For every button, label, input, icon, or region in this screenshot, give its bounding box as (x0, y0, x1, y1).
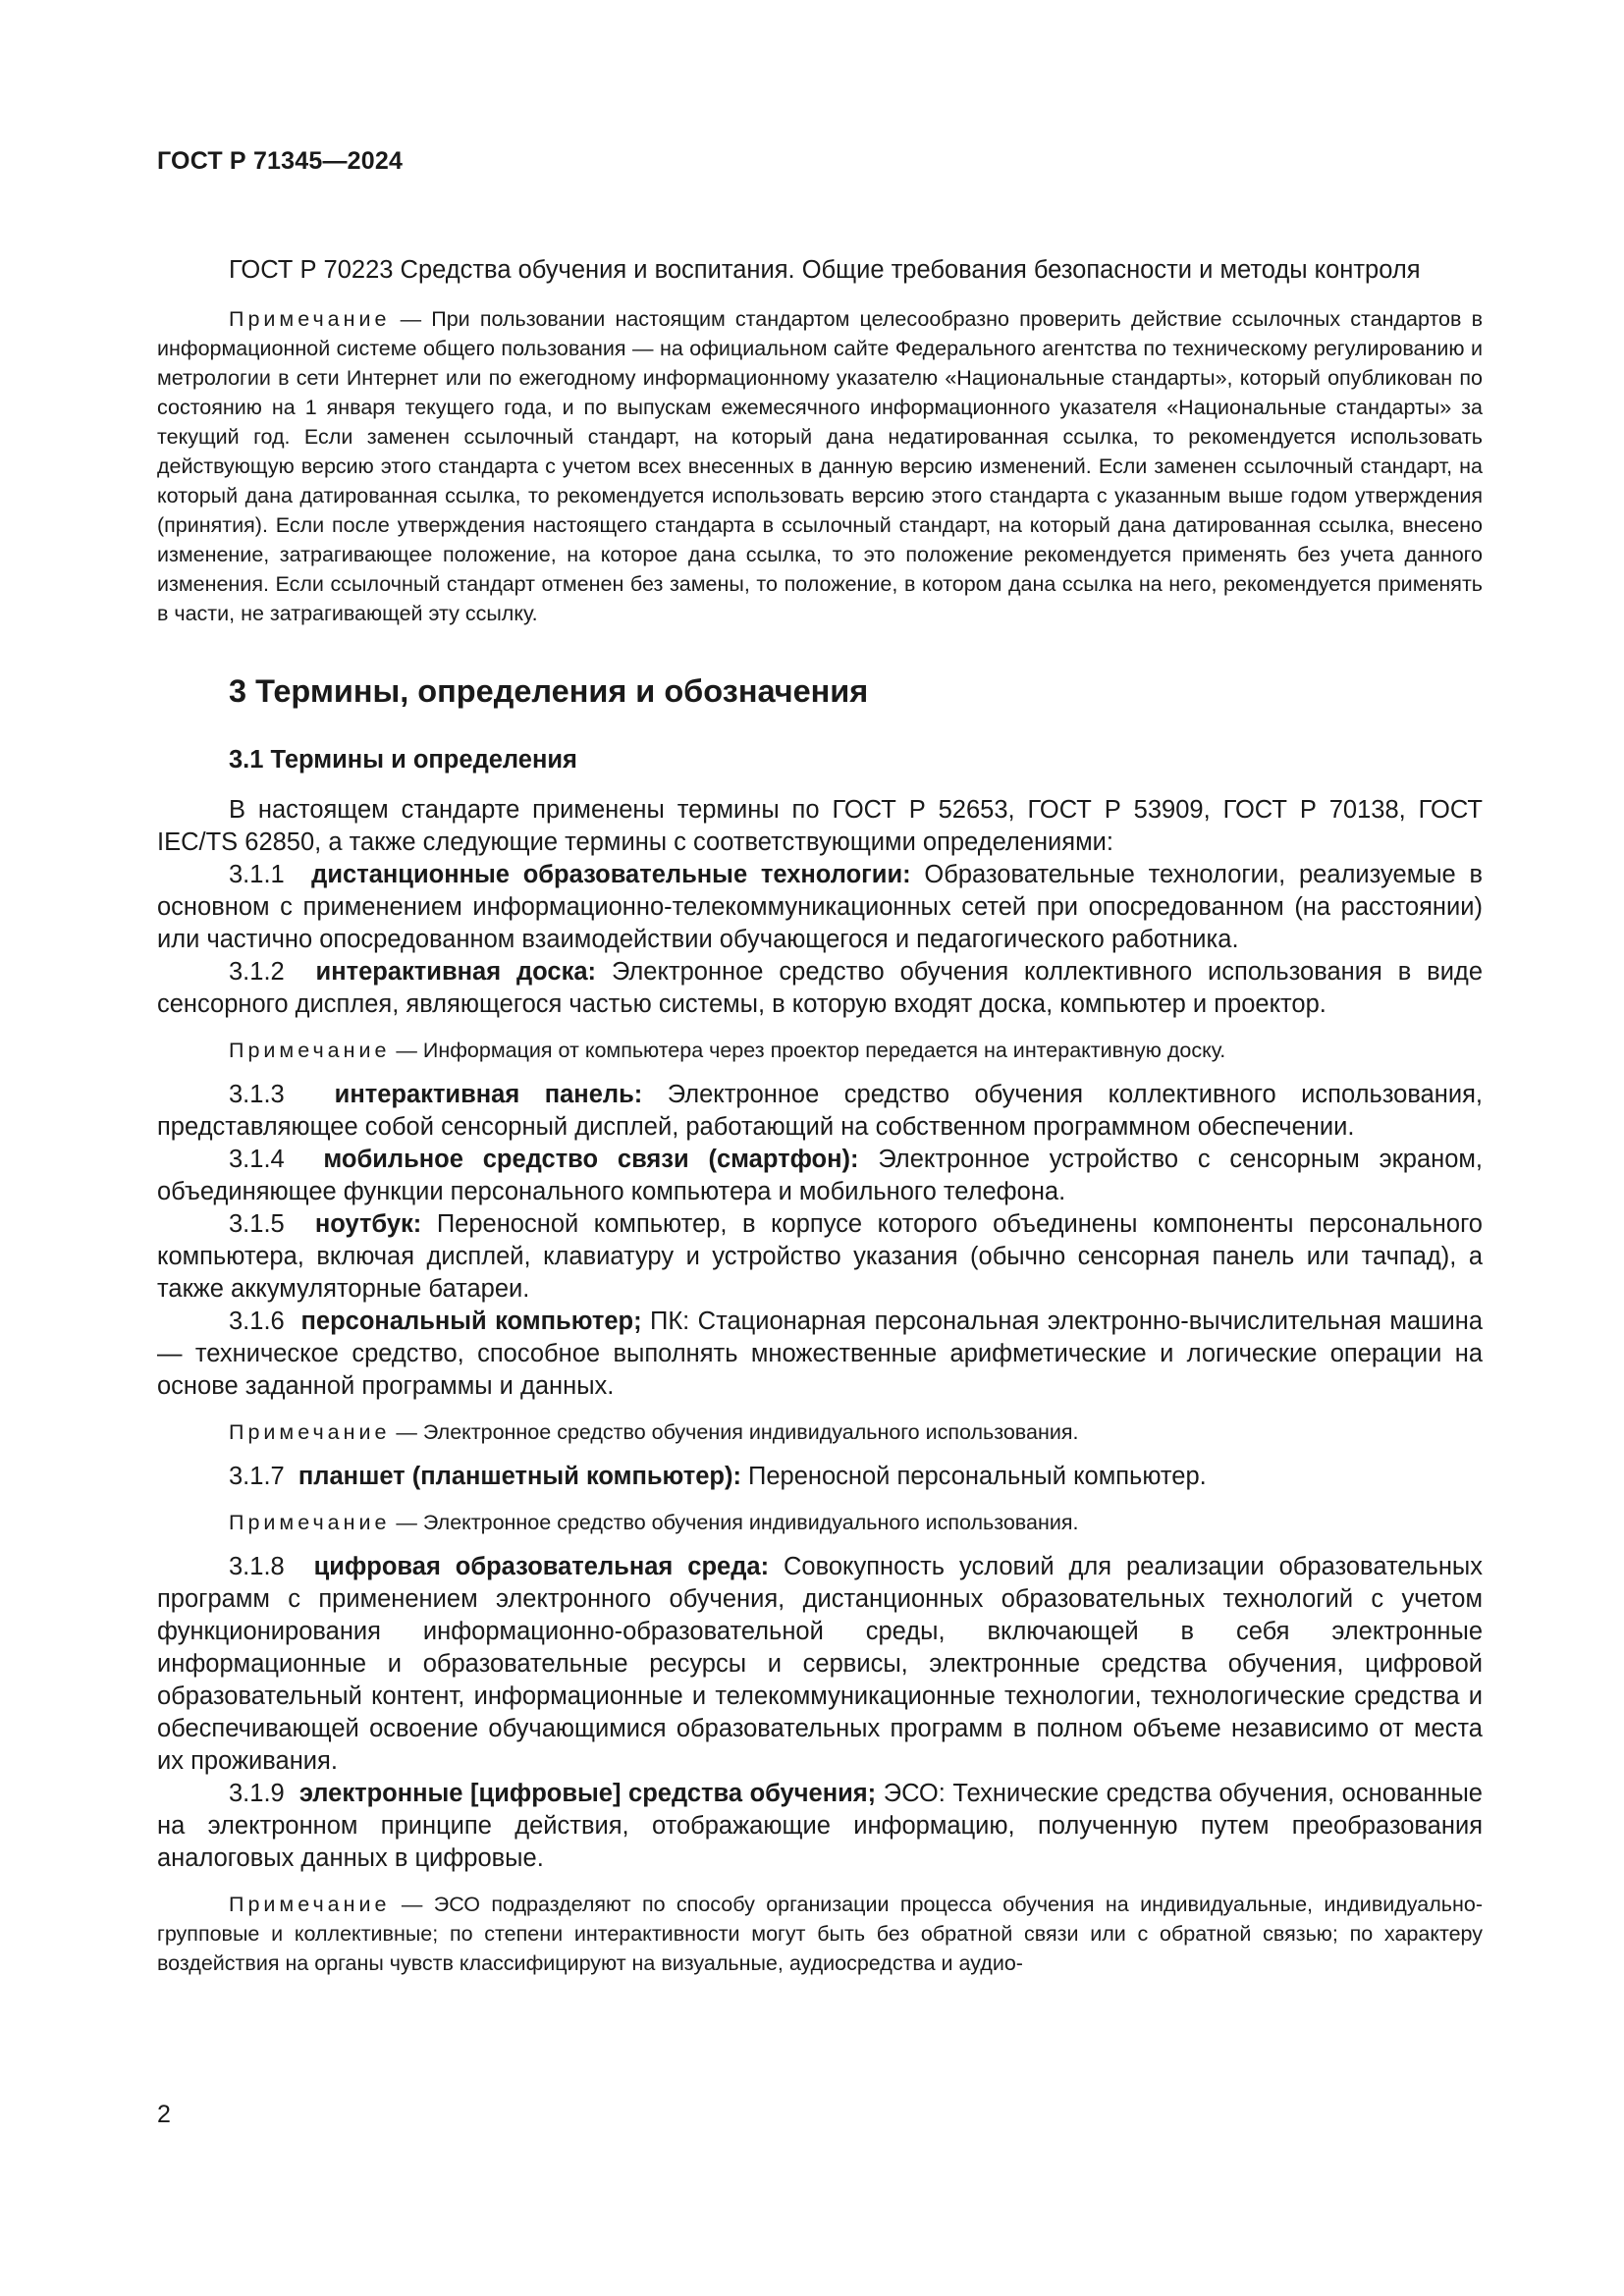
page-number: 2 (157, 2101, 171, 2128)
term-number: 3.1.6 (229, 1308, 285, 1335)
term-entry (157, 1079, 1483, 1144)
term-number: 3.1.9 (229, 1780, 285, 1807)
term-entry (157, 1306, 1483, 1403)
note-text: ЭСО подразделяют по способу организации процесса обучения на индивидуальные, индивидуально-групповые и коллективные; по степени интерактивности могут быть без обратной связи или с обратной связью; по характеру воздействия на органы чувств классифицируют на визуальные, аудиосредства и аудио- (157, 1893, 1483, 1975)
term-name: персональный компьютер; (300, 1308, 642, 1335)
term-note: Примечание — Информация от компьютера через проектор передается на интерактивную доску. (229, 1039, 1226, 1062)
term-name: электронные [цифровые] средства обучения; (298, 1780, 877, 1807)
term-entry (157, 859, 1483, 956)
term-name: дистанционные образовательные технологии: (311, 861, 911, 888)
term-definition: Образовательные технологии, реализуемые в основном с применением информационно-телекоммуникационных сетей при опосредованном (на расстоянии) или частично опосредованном взаимодействии обучающегося и педагогического работника. (157, 861, 1484, 953)
note-text: Электронное средство обучения индивидуального использования. (422, 1420, 1079, 1444)
term-definition: ПК: Стационарная персональная электронно-вычислительная машина — техническое средство, способное выполнять множественные арифметические и логические операции на основе заданной программы и данных. (157, 1308, 1483, 1400)
term-number: 3.1.8 (229, 1553, 285, 1580)
document-header: ГОСТ Р 71345—2024 (157, 147, 404, 175)
term-number: 3.1.2 (229, 958, 285, 986)
term-entry (157, 1144, 1483, 1208)
term-note: Примечание — ЭСО подразделяют по способу организации процесса обучения на индивидуальные, индивидуально-групповые и коллективные; по степени интерактивности могут быть без обратной связи или с обратной связью; по характеру воздействия на органы чувств классифицируют на визуальные, аудиосредства и аудио- (157, 1893, 1483, 1975)
term-definition: Электронное средство обучения коллективного использования в виде сенсорного дисплея, являющегося частью системы, в которую входят доска, компьютер и проектор. (157, 958, 1483, 1018)
section-heading: 3 Термины, определения и обозначения (229, 673, 869, 709)
term-name: мобильное средство связи (смартфон): (323, 1146, 859, 1173)
term-name: интерактивная доска: (315, 958, 597, 986)
references-note: Примечание — При пользовании настоящим стандартом целесообразно проверить действие ссылочных стандартов в информационной системе общего пользования — на официальном сайте Федерального агентства по техническому регулированию и метрологии в сети Интернет или по ежегодному информационному указателю «Национальные стандарты», который опубликован по состоянию на 1 января текущего года, и по выпускам ежемесячного информационного указателя «Национальные стандарты» за текущий год. Если заменен ссылочный стандарт, на который дана недатированная ссылка, то рекомендуется использовать действующую версию этого стандарта с учетом всех внесенных в данную версию изменений. Если заменен ссылочный стандарт, на который дана датированная ссылка, то рекомендуется использовать версию этого стандарта с указанным выше годом утверждения (принятия). Если после утверждения настоящего стандарта в ссылочный стандарт, на который дана датированная ссылка, внесено изменение, затрагивающее положение, на которое дана ссылка, то это положение рекомендуется применять без учета данного изменения. Если ссылочный стандарт отменен без замены, то положение, в котором дана ссылка на него, рекомендуется применять в части, не затрагивающей эту ссылку. (157, 307, 1483, 625)
note-label: Примечание (229, 307, 391, 331)
referenced-standard: ГОСТ Р 70223 Средства обучения и воспитания. Общие требования безопасности и методы контроля (229, 256, 1421, 284)
term-number: 3.1.5 (229, 1210, 285, 1238)
note-label: Примечание (229, 1420, 391, 1444)
term-entry (157, 1778, 1483, 1875)
term-entry (157, 1551, 1483, 1778)
term-definition: Электронное средство обучения коллективного использования, представляющее собой сенсорный дисплей, работающий на собственном программном обеспечении. (157, 1081, 1483, 1141)
terms-intro: В настоящем стандарте применены термины по ГОСТ Р 52653, ГОСТ Р 53909, ГОСТ Р 70138, ГОСТ IEC/TS 62850, а также следующие термины с соответствующими определениями: (157, 796, 1483, 856)
note-text: При пользовании настоящим стандартом целесообразно проверить действие ссылочных стандартов в информационной системе общего пользования — на официальном сайте Федерального агентства по техническому регулированию и метрологии в сети Интернет или по ежегодному информационному указателю «Национальные стандарты», который опубликован по состоянию на 1 января текущего года, и по выпускам ежемесячного информационного указателя «Национальные стандарты» за текущий год. Если заменен ссылочный стандарт, на который дана недатированная ссылка, то рекомендуется использовать действующую версию этого стандарта с учетом всех внесенных в данную версию изменений. Если заменен ссылочный стандарт, на который дана датированная ссылка, то рекомендуется использовать версию этого стандарта с указанным выше годом утверждения (принятия). Если после утверждения настоящего стандарта в ссылочный стандарт, на который дана датированная ссылка, внесено изменение, затрагивающее положение, на которое дана ссылка, то это положение рекомендуется применять без учета данного изменения. Если ссылочный стандарт отменен без замены, то положение, в котором дана ссылка на него, рекомендуется применять в части, не затрагивающей эту ссылку. (157, 307, 1483, 625)
subsection-heading: 3.1 Термины и определения (229, 746, 577, 774)
term-name: цифровая образовательная среда: (313, 1553, 770, 1580)
note-text: Информация от компьютера через проектор передается на интерактивную доску. (422, 1039, 1226, 1062)
term-definition: Электронное устройство с сенсорным экраном, объединяющее функции персонального компьютера и мобильного телефона. (157, 1146, 1484, 1205)
term-number: 3.1.1 (229, 861, 285, 888)
note-label: Примечание (229, 1511, 391, 1534)
term-definition: Переносной персональный компьютер. (748, 1463, 1207, 1490)
term-entry (157, 1208, 1483, 1306)
term-name: планшет (планшетный компьютер): (298, 1463, 741, 1490)
term-entry (157, 1461, 1483, 1493)
term-name: интерактивная панель: (334, 1081, 643, 1108)
term-number: 3.1.7 (229, 1463, 285, 1490)
document-page (157, 147, 1483, 1978)
term-name: ноутбук: (314, 1210, 422, 1238)
term-entry (157, 956, 1483, 1021)
term-note: Примечание — Электронное средство обучения индивидуального использования. (229, 1511, 1079, 1534)
term-definition: Переносной компьютер, в корпусе которого объединены компоненты персонального компьютера, включая дисплей, клавиатуру и устройство указания (обычно сенсорная панель или тачпад), а также аккумуляторные батареи. (157, 1210, 1483, 1303)
note-label: Примечание (229, 1893, 391, 1916)
term-note: Примечание — Электронное средство обучения индивидуального использования. (229, 1420, 1079, 1444)
term-number: 3.1.4 (229, 1146, 285, 1173)
term-number: 3.1.3 (229, 1081, 285, 1108)
term-definition: Совокупность условий для реализации образовательных программ с применением электронного обучения, дистанционных образовательных технологий с учетом функционирования информационно-образовательной среды, включающей в себя электронные информационные и образовательные ресурсы и сервисы, электронные средства обучения, цифровой образовательный контент, информационные и телекоммуникационные технологии, технологические средства и обеспечивающей освоение обучающимися образовательных программ в полном объеме независимо от места их проживания. (157, 1553, 1483, 1775)
term-definition: ЭСО: Технические средства обучения, основанные на электронном принципе действия, отображающие информацию, полученную путем преобразования аналоговых данных в цифровые. (157, 1780, 1483, 1872)
note-text: Электронное средство обучения индивидуального использования. (422, 1511, 1079, 1534)
note-label: Примечание (229, 1039, 391, 1062)
